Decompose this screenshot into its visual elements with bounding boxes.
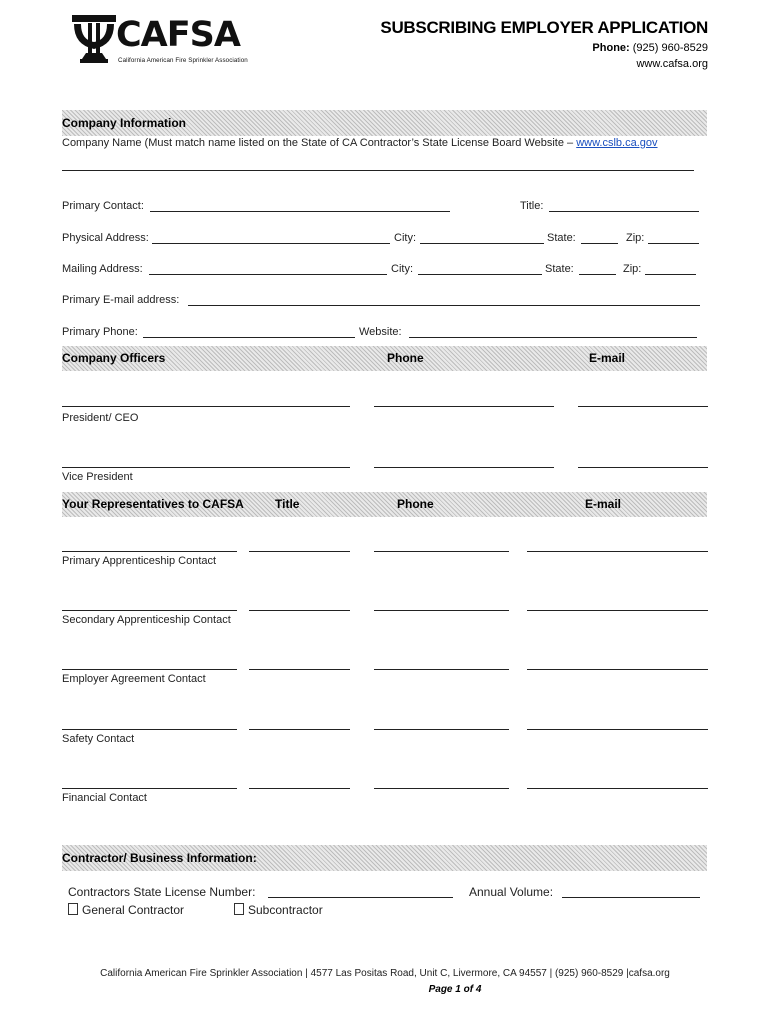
mailing-city-label: City: — [391, 263, 413, 275]
physical-zip-label: Zip: — [626, 232, 645, 244]
officer-email-field[interactable] — [578, 467, 708, 468]
rep-phone-field[interactable] — [374, 788, 509, 789]
footer-address: California American Fire Sprinkler Association | 4577 Las Positas Road, Unit C, Livermore, CA 94557 | (925) 960-8529 |cafsa.org — [100, 968, 670, 979]
rep-phone-field[interactable] — [374, 551, 509, 552]
subcontractor-checkbox[interactable] — [234, 903, 244, 915]
rep-email-field[interactable] — [527, 788, 708, 789]
rep-email-field[interactable] — [527, 729, 708, 730]
logo-subtitle: California American Fire Sprinkler Association — [118, 57, 248, 64]
physical-state-field[interactable] — [581, 243, 618, 244]
volume-field[interactable] — [562, 897, 700, 898]
rep-title-field[interactable] — [249, 669, 350, 670]
website-field[interactable] — [409, 337, 697, 338]
officers-email-header: E-mail — [589, 351, 626, 365]
rep-email-field[interactable] — [527, 669, 708, 670]
physical-zip-field[interactable] — [648, 243, 699, 244]
rep-role-label: Secondary Apprenticeship Contact — [62, 614, 231, 626]
representatives-heading: Your Representatives to CAFSA — [62, 497, 244, 511]
primary-contact-label: Primary Contact: — [62, 200, 144, 212]
logo-wordmark: CAFSA — [116, 15, 240, 55]
subcontractor-label: Subcontractor — [248, 903, 323, 917]
rep-email-field[interactable] — [527, 610, 708, 611]
rep-title-field[interactable] — [249, 788, 350, 789]
website-label: Website: — [359, 326, 402, 338]
rep-phone-field[interactable] — [374, 610, 509, 611]
rep-name-field[interactable] — [62, 788, 237, 789]
volume-label: Annual Volume: — [469, 885, 554, 899]
cafsa-logo — [70, 15, 248, 71]
rep-email-field[interactable] — [527, 551, 708, 552]
mailing-address-label: Mailing Address: — [62, 263, 143, 275]
rep-title-field[interactable] — [249, 729, 350, 730]
rep-name-field[interactable] — [62, 669, 237, 670]
general-contractor-checkbox[interactable] — [68, 903, 78, 915]
mailing-state-label: State: — [545, 263, 574, 275]
rep-name-field[interactable] — [62, 551, 237, 552]
title-field[interactable] — [549, 211, 699, 212]
mailing-city-field[interactable] — [418, 274, 542, 275]
physical-city-label: City: — [394, 232, 416, 244]
general-contractor-label: General Contractor — [82, 903, 185, 917]
mailing-zip-field[interactable] — [645, 274, 696, 275]
physical-state-label: State: — [547, 232, 576, 244]
physical-city-field[interactable] — [420, 243, 544, 244]
rep-role-label: Financial Contact — [62, 792, 147, 804]
cslb-link[interactable]: www.cslb.ca.gov — [576, 137, 658, 149]
physical-address-label: Physical Address: — [62, 232, 149, 244]
page-title: SUBSCRIBING EMPLOYER APPLICATION — [380, 18, 708, 37]
mailing-address-field[interactable] — [149, 274, 387, 275]
officer-role-label: Vice President — [62, 471, 133, 483]
contractor-band — [62, 845, 707, 871]
officers-phone-header: Phone — [387, 351, 424, 365]
mailing-state-field[interactable] — [579, 274, 616, 275]
rep-phone-field[interactable] — [374, 669, 509, 670]
header-phone-label: Phone: — [592, 42, 630, 54]
license-label: Contractors State License Number: — [68, 885, 256, 899]
physical-address-field[interactable] — [152, 243, 390, 244]
representatives-band — [62, 492, 707, 517]
rep-role-label: Employer Agreement Contact — [62, 673, 206, 685]
mailing-zip-label: Zip: — [623, 263, 642, 275]
rep-name-field[interactable] — [62, 729, 237, 730]
officer-phone-field[interactable] — [374, 467, 554, 468]
header-phone — [592, 42, 708, 54]
contractor-heading: Contractor/ Business Information: — [62, 851, 257, 865]
company-name-label-text: Company Name (Must match name listed on the State of CA Contractor’s State License Board Website – — [62, 137, 574, 149]
header-website: www.cafsa.org — [636, 58, 708, 70]
company-info-band — [62, 110, 707, 136]
officer-email-field[interactable] — [578, 406, 708, 407]
primary-phone-label: Primary Phone: — [62, 326, 138, 338]
license-field[interactable] — [268, 897, 453, 898]
officer-name-field[interactable] — [62, 406, 350, 407]
rep-role-label: Safety Contact — [62, 733, 135, 745]
representatives-phone-header: Phone — [397, 497, 434, 511]
subcontractor-option[interactable] — [234, 903, 323, 917]
officer-name-field[interactable] — [62, 467, 350, 468]
cafsa-emblem-icon — [72, 15, 116, 67]
page-number: Page 1 of 4 — [428, 984, 482, 995]
officer-phone-field[interactable] — [374, 406, 554, 407]
primary-phone-field[interactable] — [143, 337, 355, 338]
representatives-email-header: E-mail — [585, 497, 622, 511]
rep-role-label: Primary Apprenticeship Contact — [62, 555, 217, 567]
title-label: Title: — [520, 200, 544, 212]
company-name-label — [62, 137, 658, 149]
rep-title-field[interactable] — [249, 551, 350, 552]
officer-role-label: President/ CEO — [62, 412, 139, 424]
email-field[interactable] — [188, 305, 700, 306]
header-phone-value: (925) 960-8529 — [632, 42, 708, 54]
company-info-heading: Company Information — [62, 116, 187, 130]
general-contractor-option[interactable] — [68, 903, 184, 917]
email-label: Primary E-mail address: — [62, 294, 180, 306]
representatives-title-header: Title — [275, 497, 300, 511]
primary-contact-field[interactable] — [150, 211, 450, 212]
company-name-field[interactable] — [62, 170, 694, 171]
rep-phone-field[interactable] — [374, 729, 509, 730]
officers-heading: Company Officers — [62, 351, 166, 365]
rep-name-field[interactable] — [62, 610, 237, 611]
officers-band — [62, 346, 707, 371]
rep-title-field[interactable] — [249, 610, 350, 611]
